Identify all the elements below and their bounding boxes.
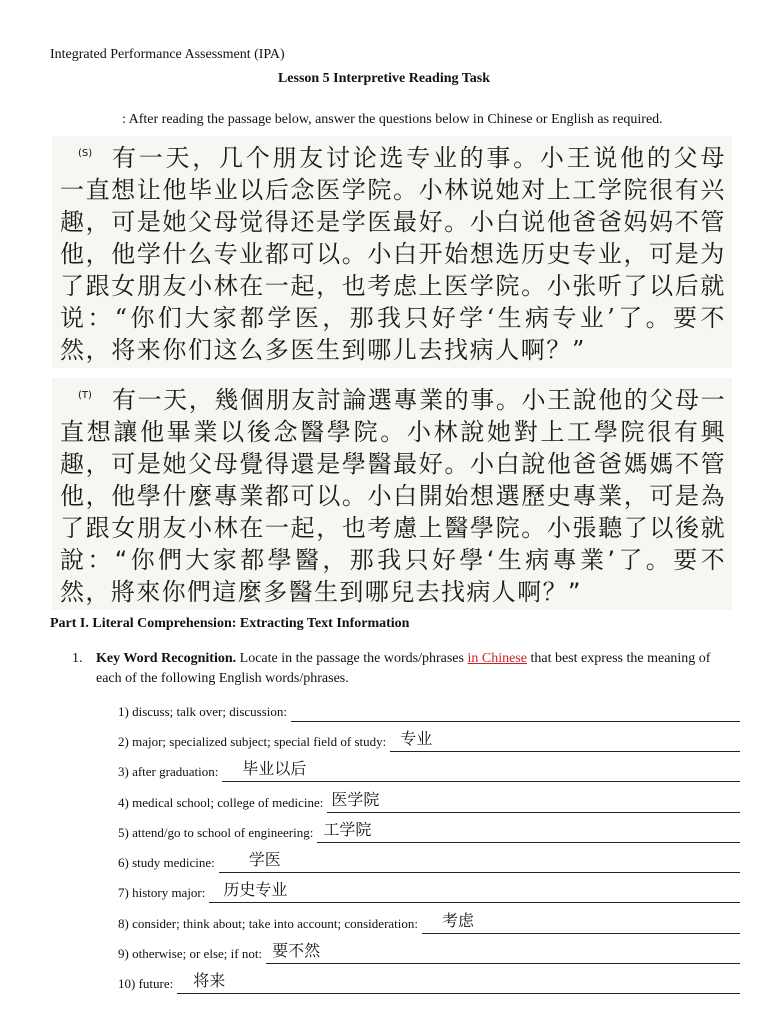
answer-field[interactable]	[266, 943, 740, 964]
answer-text: 要不然	[272, 941, 321, 960]
answer-text: 学医	[248, 850, 281, 869]
answer-item-label: 8) consider; think about; take into account; consideration:	[118, 916, 419, 931]
part-title: Part I. Literal Comprehension: Extracting Text Information	[50, 616, 410, 631]
answer-field[interactable]	[177, 973, 740, 994]
answer-text: 专业	[400, 729, 433, 748]
answer-item	[118, 821, 740, 843]
answer-item-label: 6) study medicine:	[118, 855, 215, 870]
answer-item	[118, 881, 740, 903]
answer-text: 历史专业	[223, 880, 288, 899]
answer-item	[118, 972, 740, 994]
answer-item-label: 5) attend/go to school of engineering:	[118, 825, 314, 840]
answer-item	[118, 760, 740, 782]
passage-tag-simplified: (S)	[78, 148, 93, 159]
question-lead: Key Word Recognition.	[96, 651, 237, 666]
question-text-after: that best express the meaning of each of the following English words/phrases.	[96, 651, 711, 686]
passage-tag-traditional: (T)	[78, 390, 92, 401]
answer-item-label: 7) history major:	[118, 885, 206, 900]
question-highlight: in Chinese	[467, 651, 527, 666]
lesson-title: Lesson 5 Interpretive Reading Task	[277, 71, 491, 86]
answer-field[interactable]	[291, 701, 740, 722]
answer-item	[118, 730, 740, 752]
answer-field[interactable]	[209, 882, 740, 903]
answer-text: 毕业以后	[242, 759, 307, 778]
answer-field[interactable]	[327, 792, 740, 813]
question-text-before: Locate in the passage the words/phrases	[236, 651, 468, 666]
answer-text: 考虑	[442, 911, 475, 930]
answer-text: 医学院	[331, 790, 380, 809]
answer-item-label: 3) after graduation:	[118, 764, 219, 779]
answer-item	[118, 942, 740, 964]
answer-field[interactable]	[390, 731, 740, 752]
assessment-header: Integrated Performance Assessment (IPA)	[50, 47, 285, 62]
answer-field[interactable]	[317, 822, 740, 843]
passage-traditional	[52, 378, 732, 610]
answer-item-label: 10) future:	[118, 976, 174, 991]
instructions: : After reading the passage below, answer the questions below in Chinese or English as required.	[122, 112, 663, 127]
answer-item	[118, 791, 740, 813]
answer-text: 将来	[193, 971, 226, 990]
answer-field[interactable]	[219, 852, 740, 873]
passage-simplified	[52, 136, 732, 368]
passage-text-simplified: 有一天，几个朋友讨论选专业的事。小王说他的父母一直想让他毕业以后念医学院。小林说她对上工学院很有兴趣，可是她父母觉得还是学医最好。小白说他爸爸妈妈不管他，他学什么专业都可以。小白开始想选历史专业，可是为了跟女朋友小林在一起，也考虑上医学院。小张听了以后就说：“你们大家都学医，那我只好学‘生病专业’了。要不然，将来你们这么多医生到哪儿去找病人啊？”	[60, 144, 726, 364]
answer-item-label: 1) discuss; talk over; discussion:	[118, 704, 287, 719]
answer-field[interactable]	[422, 913, 740, 934]
question-1	[72, 649, 712, 689]
answer-item-label: 9) otherwise; or else; if not:	[118, 946, 263, 961]
passage-text-traditional: 有一天，幾個朋友討論選專業的事。小王說他的父母一直想讓他畢業以後念醫學院。小林說她對上工學院很有興趣，可是她父母覺得還是學醫最好。小白說他爸爸媽媽不管他，他學什麼專業都可以。小白開始想選歷史專業，可是為了跟女朋友小林在一起，也考慮上醫學院。小張聽了以後就說：“你們大家都學醫，那我只好學‘生病專業’了。要不然，將來你們這麼多醫生到哪兒去找病人啊？”	[60, 386, 726, 606]
answer-text: 工学院	[323, 820, 372, 839]
answer-field[interactable]	[222, 761, 740, 782]
answer-item-label: 2) major; specialized subject; special field of study:	[118, 734, 387, 749]
answer-item	[118, 700, 740, 722]
answer-item	[118, 851, 740, 873]
answer-item	[118, 912, 740, 934]
question-number: 1.	[72, 651, 83, 666]
answer-item-label: 4) medical school; college of medicine:	[118, 795, 324, 810]
